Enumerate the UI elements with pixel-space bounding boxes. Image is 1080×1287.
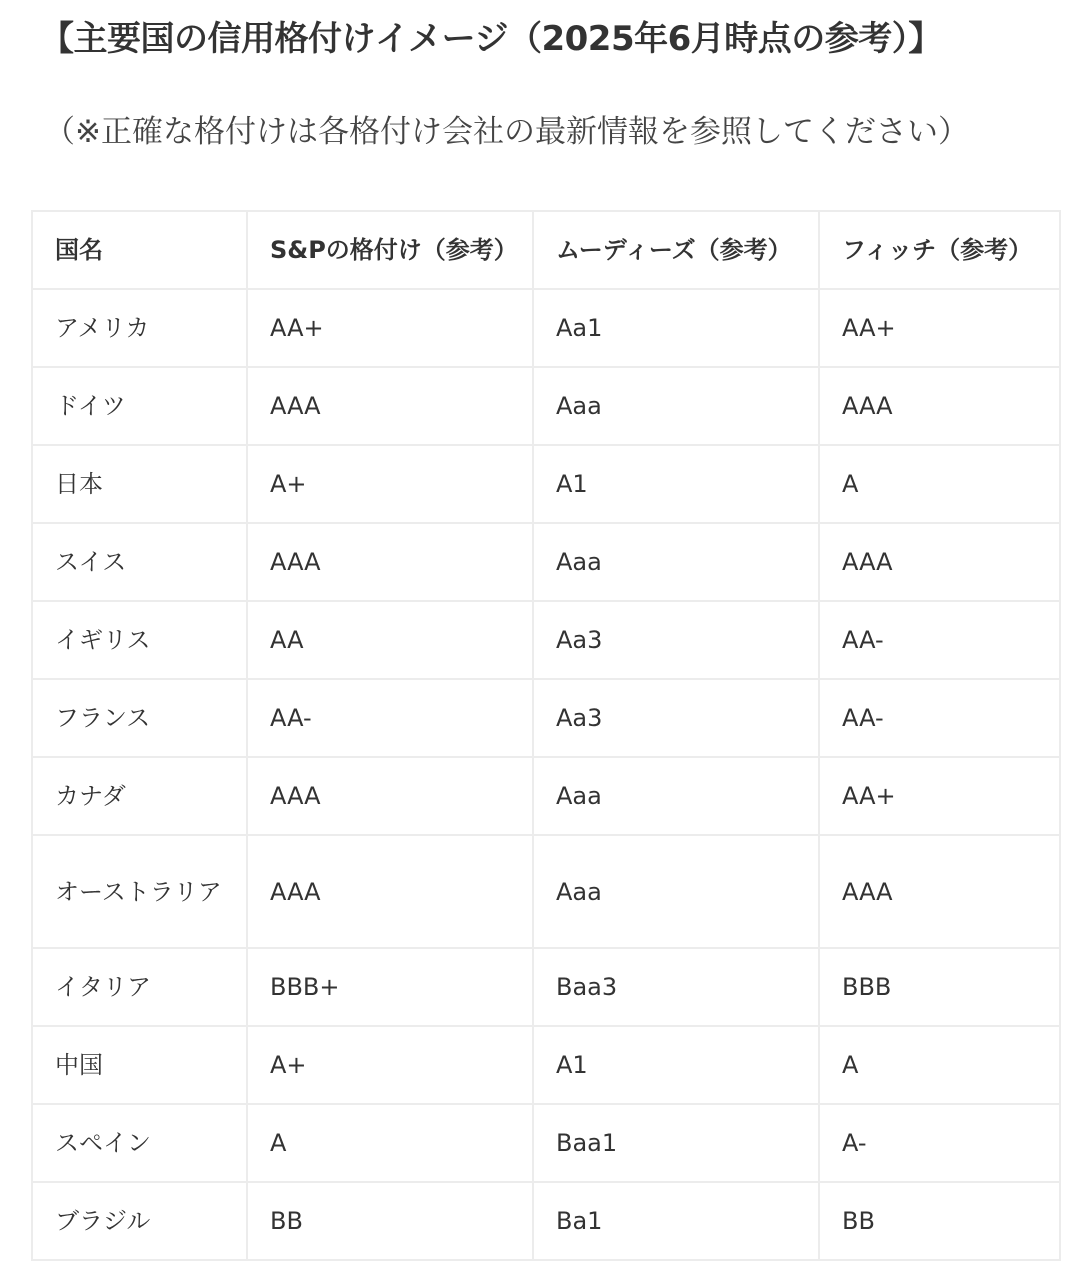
- country-cell: イギリス: [32, 601, 247, 679]
- fitch-rating-cell: AA+: [819, 757, 1060, 835]
- header-moodys-rating: ムーディーズ（参考）: [533, 211, 819, 289]
- country-cell: イタリア: [32, 948, 247, 1026]
- fitch-rating-cell: A-: [819, 1104, 1060, 1182]
- sp-rating-cell: AAA: [247, 835, 533, 948]
- header-sp-rating: S&Pの格付け（参考）: [247, 211, 533, 289]
- country-cell: アメリカ: [32, 289, 247, 367]
- country-cell: ドイツ: [32, 367, 247, 445]
- country-cell: カナダ: [32, 757, 247, 835]
- country-cell: 日本: [32, 445, 247, 523]
- fitch-rating-cell: A: [819, 1026, 1060, 1104]
- country-cell: オーストラリア: [32, 835, 247, 948]
- moodys-rating-cell: Aa3: [533, 601, 819, 679]
- moodys-rating-cell: A1: [533, 445, 819, 523]
- sp-rating-cell: AA: [247, 601, 533, 679]
- table-row: [32, 1026, 1060, 1104]
- fitch-rating-cell: AA-: [819, 679, 1060, 757]
- sp-rating-cell: A+: [247, 1026, 533, 1104]
- country-cell: フランス: [32, 679, 247, 757]
- moodys-rating-cell: Baa1: [533, 1104, 819, 1182]
- page-title: 【主要国の信用格付けイメージ（2025年6月時点の参考）】: [40, 19, 942, 59]
- country-cell: スイス: [32, 523, 247, 601]
- moodys-rating-cell: Aaa: [533, 367, 819, 445]
- header-country: 国名: [32, 211, 247, 289]
- sp-rating-cell: BB: [247, 1182, 533, 1260]
- sp-rating-cell: AAA: [247, 523, 533, 601]
- table-row: [32, 948, 1060, 1026]
- fitch-rating-cell: BB: [819, 1182, 1060, 1260]
- table-row: [32, 757, 1060, 835]
- moodys-rating-cell: A1: [533, 1026, 819, 1104]
- credit-ratings-table: [31, 210, 1061, 1261]
- sp-rating-cell: A+: [247, 445, 533, 523]
- fitch-rating-cell: BBB: [819, 948, 1060, 1026]
- moodys-rating-cell: Aaa: [533, 757, 819, 835]
- moodys-rating-cell: Ba1: [533, 1182, 819, 1260]
- country-cell: 中国: [32, 1026, 247, 1104]
- table-row: [32, 367, 1060, 445]
- sp-rating-cell: AA+: [247, 289, 533, 367]
- moodys-rating-cell: Aa3: [533, 679, 819, 757]
- sp-rating-cell: AA-: [247, 679, 533, 757]
- table-row: [32, 1182, 1060, 1260]
- moodys-rating-cell: Aaa: [533, 523, 819, 601]
- table-row: [32, 523, 1060, 601]
- moodys-rating-cell: Aaa: [533, 835, 819, 948]
- country-cell: スペイン: [32, 1104, 247, 1182]
- moodys-rating-cell: Aa1: [533, 289, 819, 367]
- header-fitch-rating: フィッチ（参考）: [819, 211, 1060, 289]
- table-row: [32, 289, 1060, 367]
- sp-rating-cell: BBB+: [247, 948, 533, 1026]
- fitch-rating-cell: A: [819, 445, 1060, 523]
- table-header-row: [32, 211, 1060, 289]
- sp-rating-cell: AAA: [247, 757, 533, 835]
- country-cell: ブラジル: [32, 1182, 247, 1260]
- table-row: [32, 601, 1060, 679]
- table-row: [32, 445, 1060, 523]
- sp-rating-cell: AAA: [247, 367, 533, 445]
- table-row: [32, 679, 1060, 757]
- disclaimer-note: （※正確な格付けは各格付け会社の最新情報を参照してください）: [44, 114, 969, 150]
- moodys-rating-cell: Baa3: [533, 948, 819, 1026]
- fitch-rating-cell: AA-: [819, 601, 1060, 679]
- fitch-rating-cell: AAA: [819, 367, 1060, 445]
- fitch-rating-cell: AAA: [819, 523, 1060, 601]
- table-row: [32, 835, 1060, 948]
- fitch-rating-cell: AAA: [819, 835, 1060, 948]
- fitch-rating-cell: AA+: [819, 289, 1060, 367]
- sp-rating-cell: A: [247, 1104, 533, 1182]
- table-row: [32, 1104, 1060, 1182]
